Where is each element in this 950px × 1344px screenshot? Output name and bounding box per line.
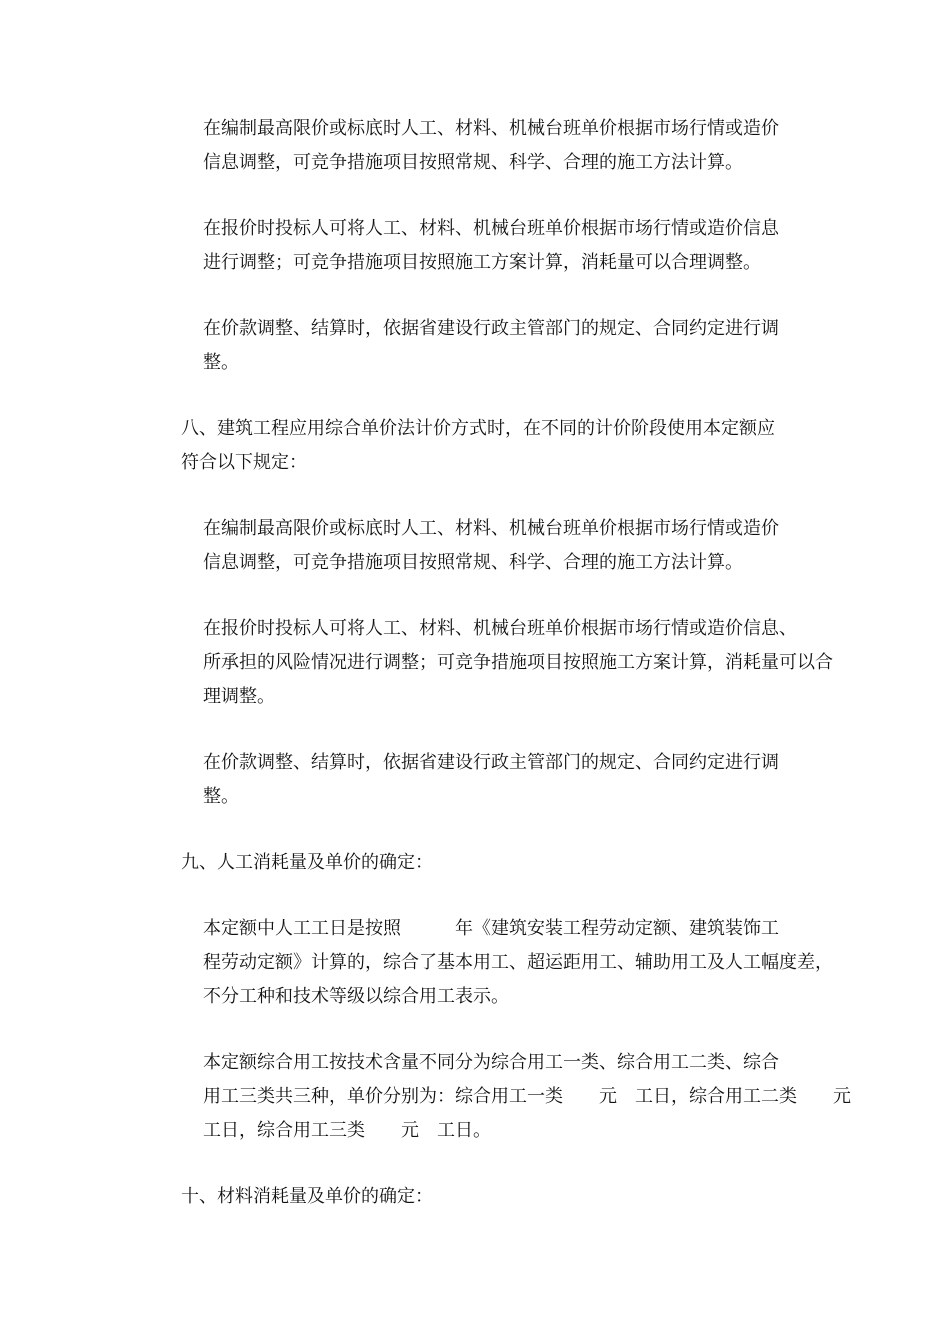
paragraph-6	[145, 612, 833, 714]
text-line: 在价款调整、结算时，依据省建设行政主管部门的规定、合同约定进行调	[203, 752, 779, 773]
section-heading-9	[145, 846, 810, 880]
text-line: 理调整。	[203, 686, 275, 707]
text-line: 信息调整，可竞争措施项目按照常规、科学、合理的施工方法计算。	[203, 152, 743, 173]
text-line: 十、材料消耗量及单价的确定：	[181, 1186, 433, 1207]
text-line: 工日，综合用工三类 元 工日。	[203, 1120, 491, 1141]
text-line: 进行调整；可竞争措施项目按照施工方案计算，消耗量可以合理调整。	[203, 252, 761, 273]
text-line: 在报价时投标人可将人工、材料、机械台班单价根据市场行情或造价信息、	[203, 618, 797, 639]
text-line: 整。	[203, 352, 239, 373]
section-heading-8	[145, 412, 810, 480]
text-line: 在价款调整、结算时，依据省建设行政主管部门的规定、合同约定进行调	[203, 318, 779, 339]
paragraph-2	[145, 212, 810, 280]
paragraph-7	[145, 746, 810, 814]
paragraph-9	[145, 912, 833, 1014]
text-line: 信息调整，可竞争措施项目按照常规、科学、合理的施工方法计算。	[203, 552, 743, 573]
text-line: 八、建筑工程应用综合单价法计价方式时，在不同的计价阶段使用本定额应	[181, 418, 775, 439]
text-line: 程劳动定额》计算的，综合了基本用工、超运距用工、辅助用工及人工幅度差，	[203, 952, 833, 973]
text-line: 本定额综合用工按技术含量不同分为综合用工一类、综合用工二类、综合	[203, 1052, 779, 1073]
text-line: 不分工种和技术等级以综合用工表示。	[203, 986, 509, 1007]
paragraph-5	[145, 512, 810, 580]
text-line: 整。	[203, 786, 239, 807]
text-line: 用工三类共三种，单价分别为：综合用工一类 元 工日，综合用工二类 元	[203, 1086, 851, 1107]
text-line: 符合以下规定：	[181, 452, 307, 473]
document-page	[145, 112, 851, 1214]
paragraph-1	[145, 112, 810, 180]
text-line: 在报价时投标人可将人工、材料、机械台班单价根据市场行情或造价信息	[203, 218, 779, 239]
text-line: 在编制最高限价或标底时人工、材料、机械台班单价根据市场行情或造价	[203, 118, 779, 139]
text-line: 本定额中人工工日是按照 年《建筑安装工程劳动定额、建筑装饰工	[203, 918, 779, 939]
section-heading-10	[145, 1180, 810, 1214]
paragraph-10	[145, 1046, 851, 1148]
text-line: 在编制最高限价或标底时人工、材料、机械台班单价根据市场行情或造价	[203, 518, 779, 539]
text-line: 所承担的风险情况进行调整；可竞争措施项目按照施工方案计算，消耗量可以合	[203, 652, 833, 673]
text-line: 九、人工消耗量及单价的确定：	[181, 852, 433, 873]
paragraph-3	[145, 312, 810, 380]
